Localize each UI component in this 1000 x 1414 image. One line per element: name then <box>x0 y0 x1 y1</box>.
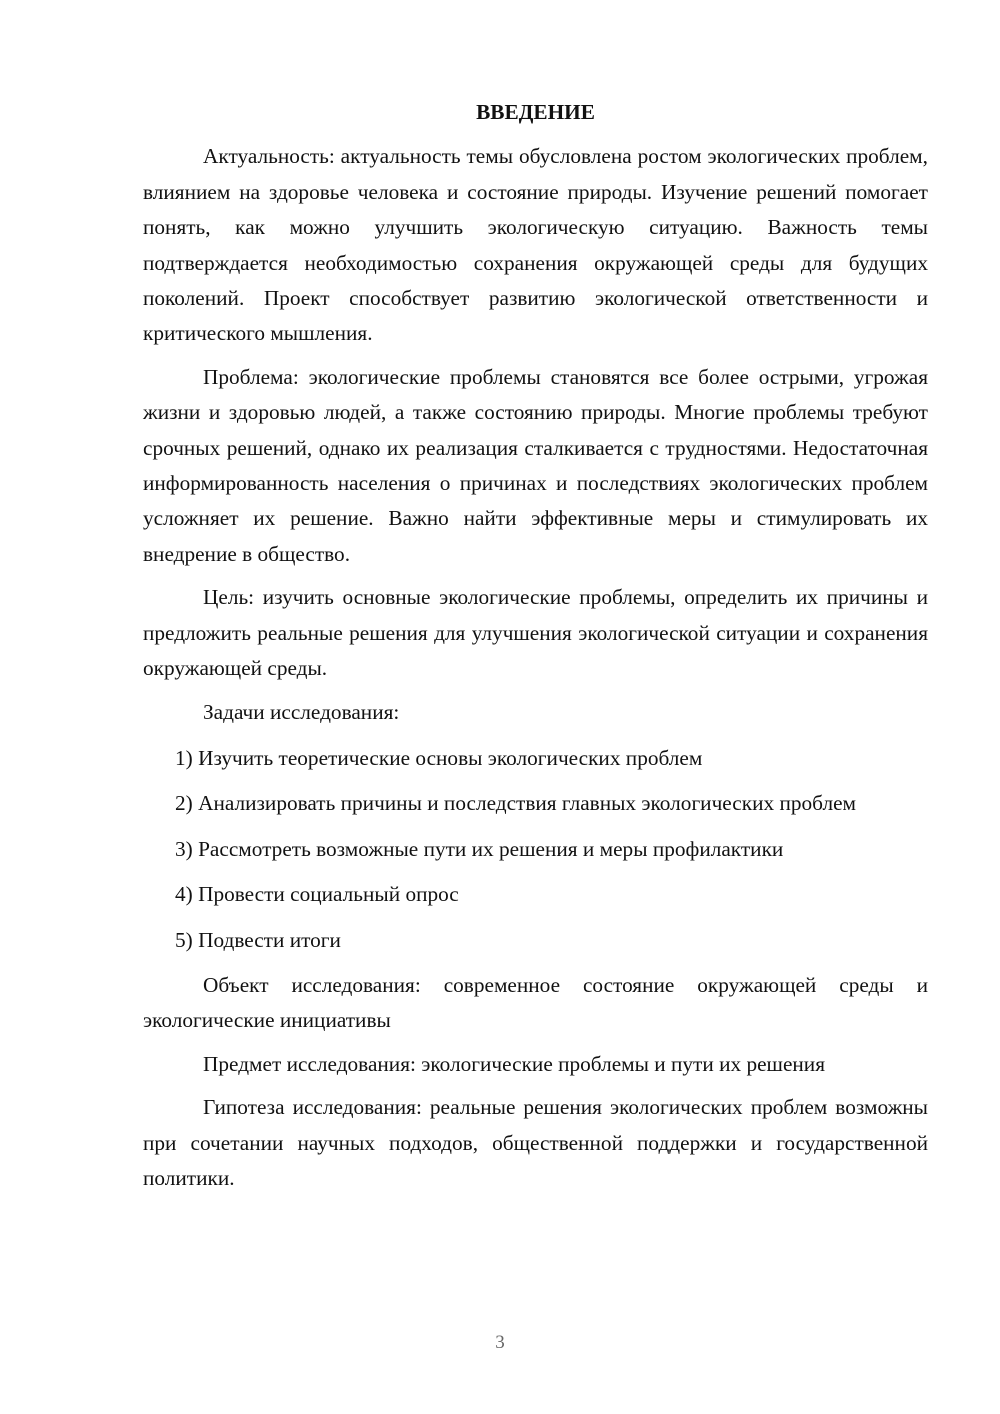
task-item: 2) Анализировать причины и последствия главных экологических проблем <box>175 791 857 816</box>
problem-paragraph: Проблема: экологические проблемы становятся все более острыми, угрожая жизни и здоровью людей, а также состоянию природы. Многие проблемы требуют срочных решений, однако их реализация сталкивается с трудностями. Недостаточная информированность населения о причинах и последствиях экологических проблем усложняет их решение. Важно найти эффективные меры и стимулировать их внедрение в общество. <box>143 364 928 566</box>
goal-paragraph: Цель: изучить основные экологические проблемы, определить их причины и предложить реальные решения для улучшения экологической ситуации и сохранения окружающей среды. <box>143 585 928 681</box>
tasks-heading: Задачи исследования: <box>203 699 400 724</box>
page-content <box>143 95 928 1204</box>
subject-paragraph: Предмет исследования: экологические проблемы и пути их решения <box>203 1051 825 1076</box>
relevance-paragraph: Актуальность: актуальность темы обусловлена ростом экологических проблем, влиянием на здоровье человека и состояние природы. Изучение решений помогает понять, как можно улучшить экологическую ситуацию. Важность темы подтверждается необходимостью сохранения окружающей среды для будущих поколений. Проект способствует развитию экологической ответственности и критического мышления. <box>143 144 928 346</box>
hypothesis-paragraph: Гипотеза исследования: реальные решения экологических проблем возможны при сочетании научных подходов, общественной поддержки и государственной политики. <box>143 1095 928 1190</box>
task-item: 1) Изучить теоретические основы экологических проблем <box>175 745 703 770</box>
task-item: 5) Подвести итоги <box>175 927 341 952</box>
task-item: 3) Рассмотреть возможные пути их решения и меры профилактики <box>175 836 784 861</box>
page-title: ВВЕДЕНИЕ <box>476 100 595 124</box>
object-paragraph: Объект исследования: современное состояние окружающей среды и экологические инициативы <box>143 972 928 1033</box>
page-number: 3 <box>495 1332 505 1353</box>
task-item: 4) Провести социальный опрос <box>175 882 459 907</box>
